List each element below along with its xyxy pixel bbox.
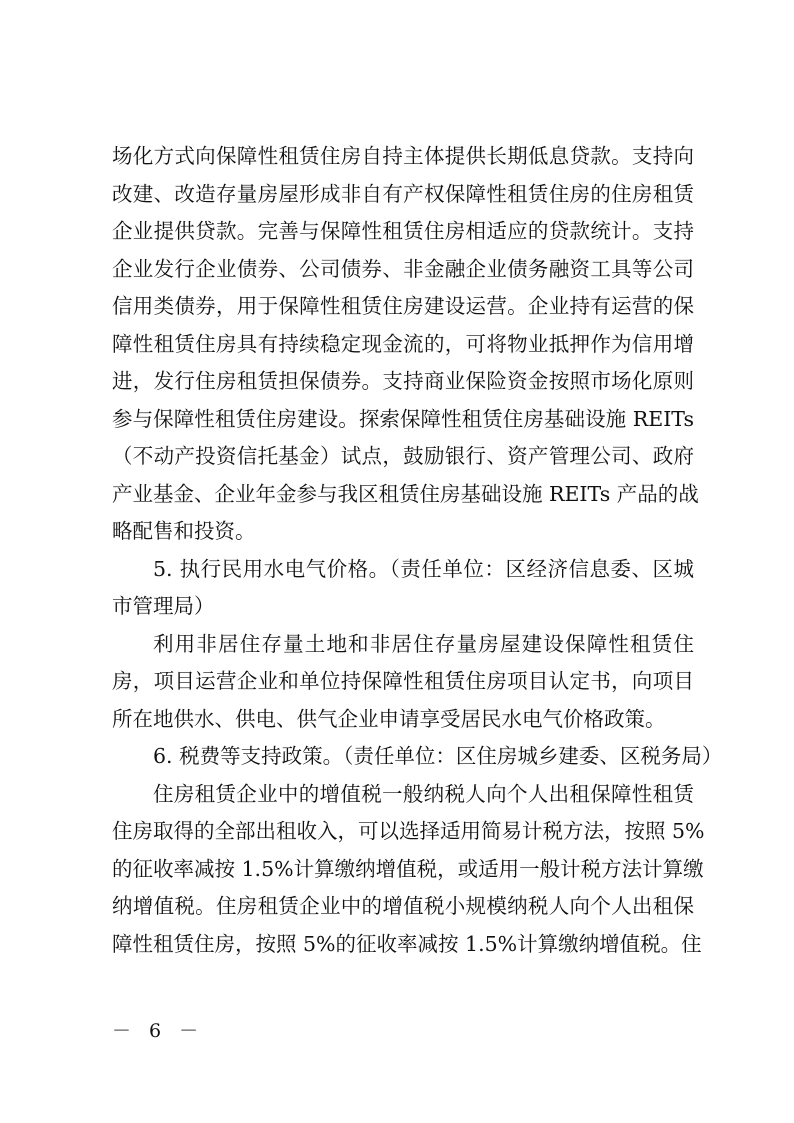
paragraph-financing-support [112, 138, 699, 551]
text-line: 所在地供水、供电、供气企业申请享受居民水电气价格政策。 [112, 706, 666, 731]
text-line: 房，项目运营企业和单位持保障性租赁住房项目认定书，向项目 [112, 669, 694, 693]
paragraph-utility-prices [112, 626, 694, 739]
text-line: 6. 税费等支持政策。（责任单位：区住房城乡建委、区税务局） [153, 744, 723, 768]
text-line: 利用非居住存量土地和非居住存量房屋建设保障性租赁住 [153, 631, 694, 656]
text-line: （不动产投资信托基金）试点，鼓励银行、资产管理公司、政府 [112, 444, 694, 468]
text-line: 信用类债券，用于保障性租赁住房建设运营。企业持有运营的保 [112, 294, 694, 318]
text-line: 企业发行企业债券、公司债券、非金融企业债务融资工具等公司 [112, 256, 694, 281]
text-line: 住房租赁企业中的增值税一般纳税人向个人出租保障性租赁 [153, 781, 694, 806]
text-line: 改建、改造存量房屋形成非自有产权保障性租赁住房的住房租赁 [112, 181, 694, 206]
paragraph-tax-policy [112, 776, 705, 964]
text-line: 障性租赁住房，按照 5%的征收率减按 1.5%计算缴纳增值税。住 [112, 931, 702, 956]
text-line: 纳增值税。住房租赁企业中的增值税小规模纳税人向个人出租保 [112, 894, 694, 918]
text-line: 企业提供贷款。完善与保障性租赁住房相适应的贷款统计。支持 [112, 219, 694, 243]
text-line: 进，发行住房租赁担保债券。支持商业保险资金按照市场化原则 [112, 369, 694, 393]
text-line: 略配售和投资。 [112, 519, 256, 543]
text-line: 的征收率减按 1.5%计算缴纳增值税，或适用一般计税方法计算缴 [112, 856, 704, 881]
text-line: 场化方式向保障性租赁住房自持主体提供长期低息贷款。支持向 [112, 144, 694, 168]
text-line: 住房取得的全部出租收入，可以选择适用简易计税方法，按照 5% [112, 819, 705, 843]
text-line: 参与保障性租赁住房建设。探索保障性租赁住房基础设施 REITs [112, 406, 694, 431]
body-text [112, 138, 723, 963]
page-number: － 6 － [112, 1020, 205, 1042]
section-heading-tax-policy [112, 738, 723, 776]
text-line: 障性租赁住房具有持续稳定现金流的，可将物业抵押作为信用增 [112, 331, 694, 356]
text-line: 产业基金、企业年金参与我区租赁住房基础设施 REITs 产品的战 [112, 481, 699, 506]
text-line: 市管理局） [112, 594, 215, 618]
text-line: 5. 执行民用水电气价格。（责任单位：区经济信息委、区城 [153, 556, 694, 581]
section-heading-utility-prices [112, 551, 694, 626]
